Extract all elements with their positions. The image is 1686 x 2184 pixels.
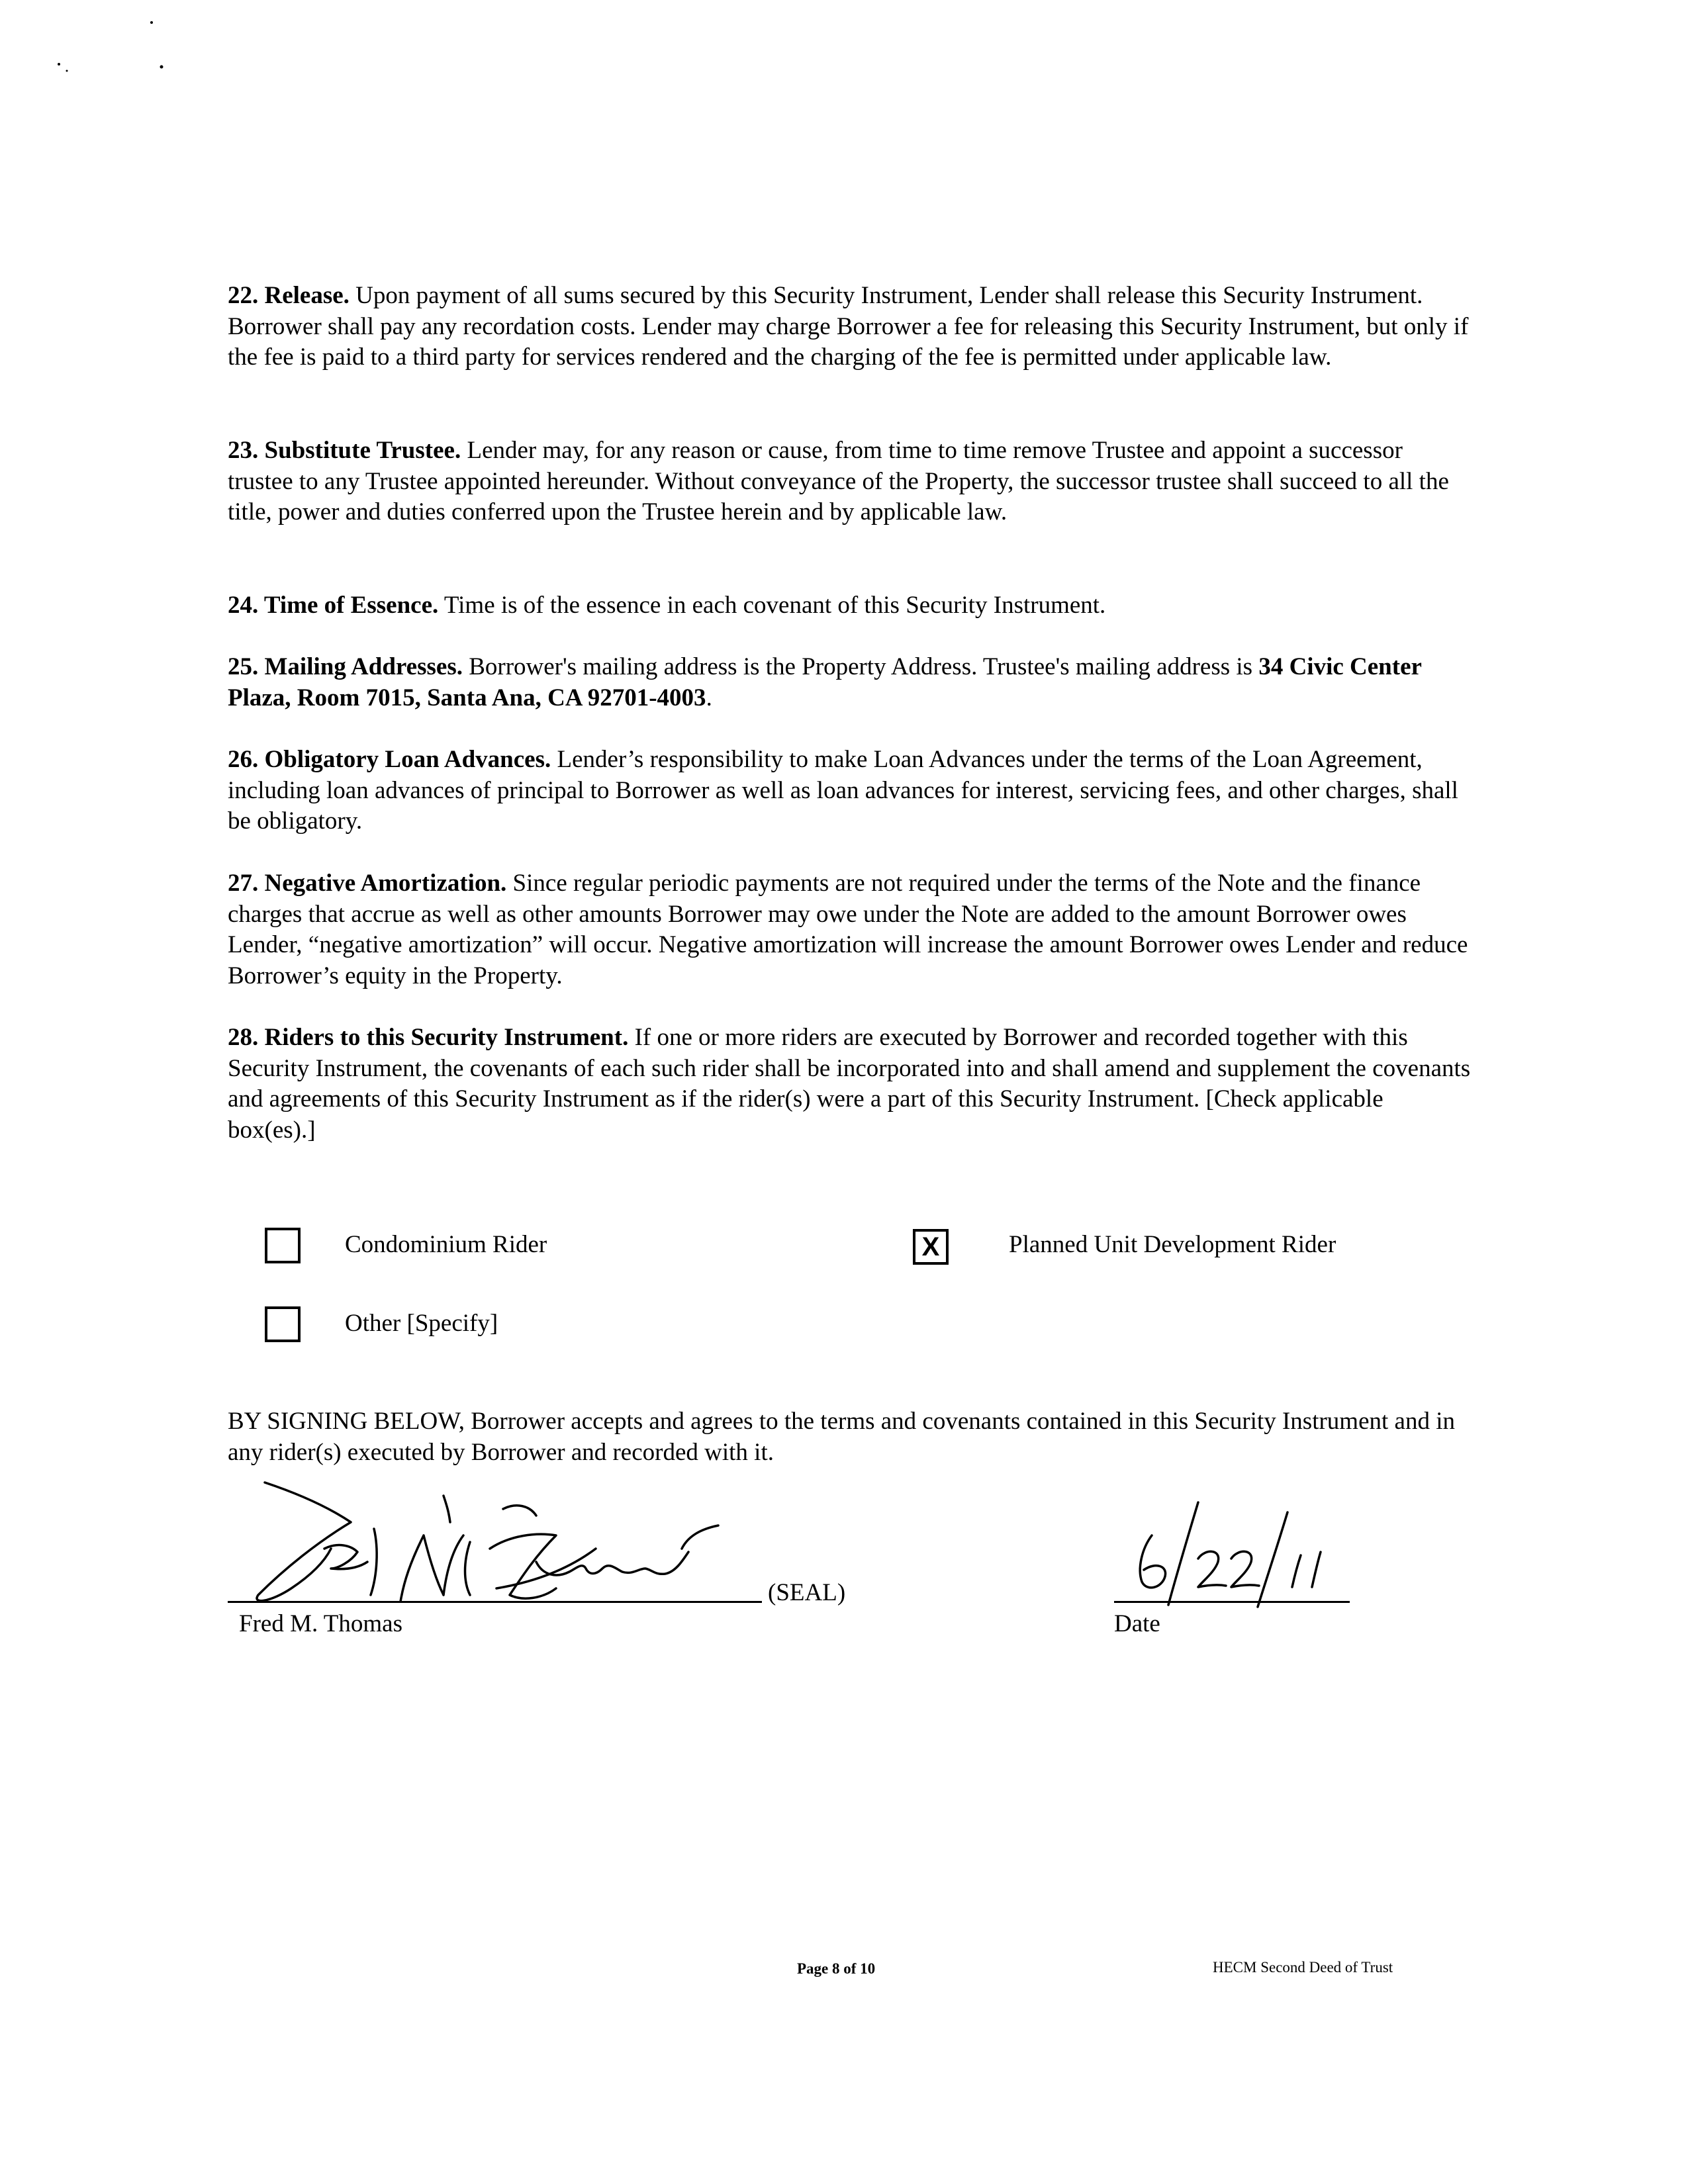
section-suffix: . [706, 684, 712, 711]
section-23-substitute-trustee [228, 435, 1472, 528]
signer-name: Fred M. Thomas [239, 1610, 403, 1637]
section-body: Borrower's mailing address is the Property Address. Trustee's mailing address is [462, 653, 1259, 680]
section-heading: 27. Negative Amortization. [228, 870, 507, 897]
section-heading: 25. Mailing Addresses. [228, 653, 463, 680]
date-line [1114, 1601, 1350, 1603]
planned-unit-development-rider-checkbox[interactable]: X [913, 1229, 949, 1265]
section-28-riders [228, 1023, 1472, 1146]
other-rider-label: Other [Specify] [345, 1310, 498, 1337]
page-number: Page 8 of 10 [797, 1960, 876, 1977]
section-heading: 26. Obligatory Loan Advances. [228, 746, 551, 773]
date-label: Date [1114, 1610, 1160, 1637]
trustee-address: 34 Civic Center Plaza, Room 7015, Santa Ana, CA 92701-4003 [228, 653, 1422, 711]
section-heading: 22. Release. [228, 282, 350, 309]
borrower-signature [225, 1469, 774, 1621]
section-body: Time is of the essence in each covenant of this Security Instrument. [438, 592, 1106, 619]
handwritten-date [1112, 1496, 1364, 1608]
signature-line [228, 1601, 762, 1603]
scan-specks [0, 0, 199, 79]
section-body: Upon payment of all sums secured by this Security Instrument, Lender shall release this Security Instrument. Borrower shall pay any recordation costs. Lender may charge Borrower a fee for releasing this Security Instrument, but only if the fee is paid to a third party for services rendered and the charging of the fee is permitted under applicable law. [228, 282, 1469, 371]
planned-unit-development-rider-label: Planned Unit Development Rider [1009, 1231, 1336, 1258]
section-heading: 24. Time of Essence. [228, 592, 439, 619]
section-body: Since regular periodic payments are not required under the terms of the Note and the finance charges that accrue as well as other amounts Borrower may owe under the Note are added to the amount Borrower owes Lender, “negative amortization” will occur. Negative amortization will increase the amount Borrower owes Lender and reduce Borrower’s equity in the Property. [228, 870, 1468, 989]
section-27-negative-amortization [228, 868, 1472, 991]
section-26-obligatory-loan-advances [228, 745, 1472, 837]
signing-statement: BY SIGNING BELOW, Borrower accepts and agrees to the terms and covenants contained in this Security Instrument and in any rider(s) executed by Borrower and recorded with it. [228, 1408, 1455, 1466]
section-22-release [228, 281, 1472, 373]
section-body: If one or more riders are executed by Borrower and recorded together with this Security Instrument, the covenants of each such rider shall be incorporated into and shall amend and supplement the covenants and agreements of this Security Instrument as if the rider(s) were a part of this Security Instrument. [Check applicable box(es).] [228, 1024, 1471, 1144]
section-heading: 23. Substitute Trustee. [228, 437, 461, 464]
section-24-time-of-essence [228, 590, 1472, 621]
section-body: Lender’s responsibility to make Loan Advances under the terms of the Loan Agreement, including loan advances of principal to Borrower as well as loan advances for interest, servicing fees, and other charges, shall be obligatory. [228, 746, 1458, 835]
document-title: HECM Second Deed of Trust [1213, 1959, 1393, 1976]
section-25-mailing-addresses [228, 652, 1472, 713]
condominium-rider-label: Condominium Rider [345, 1231, 547, 1258]
other-rider-checkbox[interactable] [265, 1306, 301, 1342]
section-body: Lender may, for any reason or cause, from time to time remove Trustee and appoint a successor trustee to any Trustee appointed hereunder. Without conveyance of the Property, the successor trustee shall succeed to all the title, power and duties conferred upon the Trustee herein and by applicable law. [228, 437, 1449, 525]
seal-label: (SEAL) [768, 1579, 846, 1606]
condominium-rider-checkbox[interactable] [265, 1228, 301, 1263]
section-heading: 28. Riders to this Security Instrument. [228, 1024, 629, 1051]
